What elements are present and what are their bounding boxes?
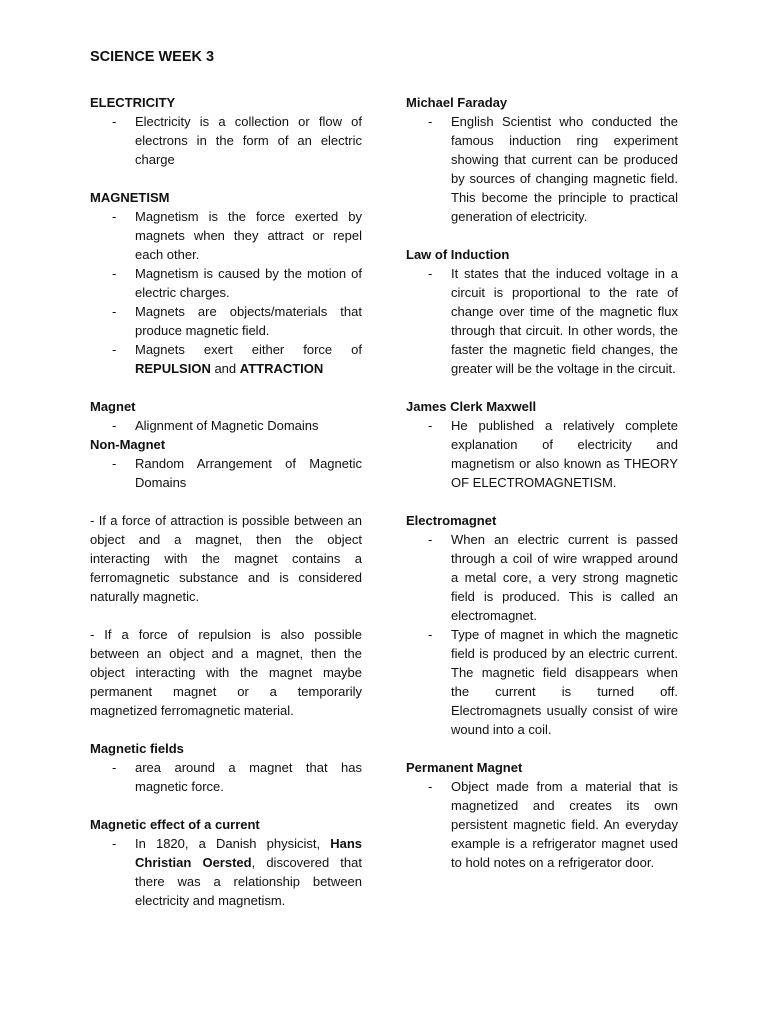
heading-permanent-magnet: Permanent Magnet: [406, 760, 523, 775]
bullet-item: [90, 416, 362, 435]
bullet-list: [90, 454, 362, 492]
bullet-list: [406, 530, 678, 739]
bullet-list: [406, 264, 678, 378]
bullet-text: Magnets are objects/materials that produce magnetic field.: [135, 304, 362, 338]
bullet-item: [406, 530, 678, 625]
bold-attraction: ATTRACTION: [239, 361, 324, 376]
bullet-text: English Scientist who conducted the famous induction ring experiment showing that current can be produced by sources of changing magnetic field. This become the principle to practical generation of electricity.: [451, 114, 678, 224]
bullet-item: [90, 758, 362, 796]
bullet-text: Random Arrangement of Magnetic Domains: [135, 456, 362, 490]
heading-magnetism: MAGNETISM: [90, 190, 170, 205]
section-faraday: [406, 93, 678, 226]
bullet-item: [90, 264, 362, 302]
section-magnetic-effect: [90, 815, 362, 910]
bullet-dash: -: [112, 836, 117, 851]
section-electromagnet: [406, 511, 678, 739]
bold-oersted: Hans Christian Oersted: [135, 836, 362, 870]
bullet-text: When an electric current is passed through a coil of wire wrapped around a metal core, a very strong magnetic field is produced. This is called an electromagnet.: [451, 532, 678, 623]
bullet-text-post: , discovered that there was a relationship between electricity and magnetism.: [135, 855, 362, 908]
section-magnetism: [90, 188, 362, 378]
heading-maxwell: James Clerk Maxwell: [406, 399, 537, 414]
bullet-dash: -: [428, 114, 433, 129]
bullet-text: He published a relatively complete explanation of electricity and magnetism or also known as THEORY OF ELECTROMAGNETISM.: [451, 418, 678, 490]
bullet-item: [90, 454, 362, 492]
section-law-of-induction: [406, 245, 678, 378]
bullet-dash: -: [428, 418, 433, 433]
bullet-dash: -: [428, 779, 433, 794]
bullet-text: It states that the induced voltage in a circuit is proportional to the rate of change over time of the magnetic flux through that circuit. In other words, the faster the magnetic field changes, the greater will be the voltage in the circuit.: [451, 266, 678, 376]
bullet-item: [90, 340, 362, 378]
bullet-dash: -: [112, 760, 117, 775]
bullet-text: Magnetism is the force exerted by magnets when they attract or repel each other.: [135, 209, 362, 262]
bullet-item: [90, 207, 362, 264]
bullet-text: Type of magnet in which the magnetic field is produced by an electric current. The magnetic field disappears when the current is turned off. Electromagnets usually consist of wire wound into a coil.: [451, 627, 678, 737]
section-permanent-magnet: [406, 758, 678, 872]
section-electricity: [90, 93, 362, 169]
heading-magnet: Magnet: [90, 399, 136, 414]
bullet-item: [406, 625, 678, 739]
bullet-text: area around a magnet that has magnetic force.: [135, 760, 362, 794]
paragraph-repulsion: - If a force of repulsion is also possible between an object and a magnet, then the object interacting with the magnet maybe permanent magnet or a temporarily magnetized ferromagnetic material.: [90, 627, 362, 718]
section-non-magnet: [90, 435, 362, 492]
bullet-list: [90, 112, 362, 169]
bullet-dash: -: [112, 266, 117, 281]
section-maxwell: [406, 397, 678, 492]
bullet-list: [406, 777, 678, 872]
bullet-dash: -: [112, 114, 117, 129]
right-column: [406, 93, 678, 891]
bullet-text: Electricity is a collection or flow of electrons in the form of an electric charge: [135, 114, 362, 167]
bullet-list: [90, 207, 362, 378]
heading-electromagnet: Electromagnet: [406, 513, 497, 528]
heading-law-of-induction: Law of Induction: [406, 247, 510, 262]
bullet-dash: -: [112, 342, 117, 357]
bullet-list: [90, 834, 362, 910]
bullet-item: [406, 777, 678, 872]
paragraph-attraction: - If a force of attraction is possible between an object and a magnet, then the object interacting with the magnet contains a ferromagnetic substance and is considered naturally magnetic.: [90, 513, 362, 604]
section-paragraph-attraction: [90, 511, 362, 606]
heading-electricity: ELECTRICITY: [90, 95, 176, 110]
bullet-item: [406, 264, 678, 378]
bullet-list: [406, 112, 678, 226]
bullet-list: [90, 758, 362, 796]
bullet-item: [90, 112, 362, 169]
bullet-item: [406, 416, 678, 492]
bullet-item: [90, 834, 362, 910]
bullet-text-mid: and: [210, 361, 240, 376]
bullet-list: [406, 416, 678, 492]
bullet-dash: -: [428, 627, 433, 642]
section-magnetic-fields: [90, 739, 362, 796]
heading-magnetic-effect: Magnetic effect of a current: [90, 817, 260, 832]
bullet-text: Object made from a material that is magnetized and creates its own persistent magnetic field. An everyday example is a refrigerator magnet used to hold notes on a refrigerator door.: [451, 779, 678, 870]
heading-magnetic-fields: Magnetic fields: [90, 741, 184, 756]
page-title: SCIENCE WEEK 3: [90, 49, 215, 65]
bullet-dash: -: [428, 266, 433, 281]
bullet-dash: -: [112, 209, 117, 224]
section-paragraph-repulsion: [90, 625, 362, 720]
bullet-item: [90, 302, 362, 340]
heading-faraday: Michael Faraday: [406, 95, 508, 110]
bullet-text-pre: Magnets exert either force of: [135, 342, 362, 357]
bullet-dash: -: [112, 304, 117, 319]
bullet-dash: -: [428, 532, 433, 547]
bullet-dash: -: [112, 418, 117, 433]
section-magnet: [90, 397, 362, 435]
bullet-list: [90, 416, 362, 435]
heading-non-magnet: Non-Magnet: [90, 437, 166, 452]
bullet-dash: -: [112, 456, 117, 471]
bullet-text-pre: In 1820, a Danish physicist,: [135, 836, 331, 851]
bullet-item: [406, 112, 678, 226]
bullet-text: Alignment of Magnetic Domains: [135, 418, 319, 433]
bold-repulsion: REPULSION: [135, 361, 211, 376]
left-column: [90, 93, 362, 929]
bullet-text: Magnetism is caused by the motion of electric charges.: [135, 266, 362, 300]
